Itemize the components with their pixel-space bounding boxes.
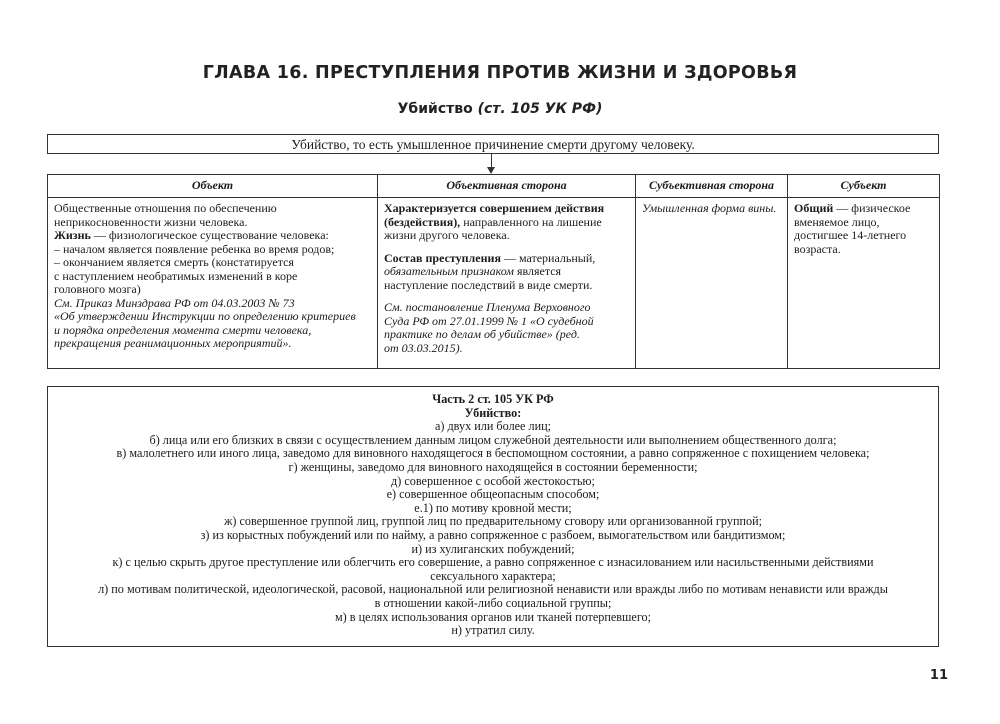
list-item: г) женщины, заведомо для виновного находящейся в состоянии беременности; (288, 459, 698, 474)
header-objective-side: Объективная сторона (378, 175, 636, 198)
elements-table (47, 174, 940, 369)
composition-term: Состав преступления (384, 250, 501, 265)
life-definition: — физиологическое существование человека: (90, 228, 329, 242)
header-subjective-side: Субъективная сторона (636, 175, 788, 198)
object-line (54, 229, 371, 243)
objective-bold: (бездействия), (384, 214, 461, 229)
subject-line: достигшее 14-летнего (794, 228, 907, 242)
table-row (48, 198, 940, 369)
object-reference: «Об утверждении Инструкции по определению критериев (54, 309, 356, 323)
list-item: ж) совершенное группой лиц, группой лиц по предварительному сговору или организованной группой; (223, 514, 763, 529)
list-item: в отношении какой-либо социальной группы; (374, 595, 612, 610)
list-item: к) с целью скрыть другое преступление или облегчить его совершение, а равно сопряженное с изнасилованием или насильственными действиями (112, 555, 874, 570)
definition-box: Убийство, то есть умышленное причинение смерти другому человеку. (47, 134, 939, 154)
list-item: и) из хулиганских побуждений; (411, 541, 575, 556)
subject-line (794, 202, 933, 216)
subtitle-reference: (ст. 105 УК РФ) (477, 101, 603, 117)
header-object: Объект (48, 175, 378, 198)
arrow-down-icon (487, 167, 495, 174)
mandatory-sign: обязательным признаком (384, 264, 514, 278)
object-line: головного мозга) (54, 282, 141, 296)
object-line: неприкосновенности жизни человека. (54, 214, 248, 229)
subject-cell (788, 198, 940, 369)
list-item: а) двух или более лиц; (434, 419, 552, 434)
object-reference: прекращения реанимационных мероприятий». (54, 336, 292, 350)
object-line: – началом является появление ребенка во время родов; (54, 241, 335, 256)
table-header-row (48, 175, 940, 198)
subject-line: вменяемое лицо, (794, 214, 880, 229)
list-item: б) лица или его близких в связи с осуществлением данным лицом служебной деятельности или выполнением общественного долга; (149, 432, 837, 447)
object-cell (48, 198, 378, 369)
part2-subtitle: Убийство: (464, 405, 522, 420)
object-reference: и порядка определения момента смерти человека, (54, 322, 312, 337)
part2-box (47, 386, 939, 647)
object-line: с наступлением необратимых изменений в коре (54, 268, 298, 283)
objective-reference: Суда РФ от 27.01.1999 № 1 «О судебной (384, 313, 594, 328)
subtitle-main: Убийство (397, 101, 473, 117)
objective-line: жизни другого человека. (384, 228, 510, 242)
objective-text: является (513, 264, 562, 278)
objective-reference: См. постановление Пленума Верховного (384, 300, 591, 314)
object-line: – окончанием является смерть (констатируется (54, 255, 294, 269)
list-item: е.1) по мотиву кровной мести; (414, 500, 572, 515)
list-item: в) малолетнего или иного лица, заведомо для виновного находящегося в беспомощном состоянии, а равно сопряженное с похищением человека; (116, 446, 870, 461)
list-item: е) совершенное общеопасным способом; (386, 487, 600, 502)
subject-line: возраста. (794, 241, 841, 256)
objective-line: Характеризуется совершением действия (384, 201, 605, 215)
object-line: Общественные отношения по обеспечению (54, 201, 277, 215)
subject-term: Общий (794, 201, 834, 215)
list-item: л) по мотивам политической, идеологической, расовой, национальной или религиозной ненависти или вражды либо по мотивам ненависти или вражды (98, 582, 888, 597)
chapter-title: ГЛАВА 16. ПРЕСТУПЛЕНИЯ ПРОТИВ ЖИЗНИ И ЗДОРОВЬЯ (202, 63, 798, 83)
life-term: Жизнь (54, 228, 91, 242)
subjective-side-cell (636, 198, 788, 369)
objective-text: направленного на лишение (460, 214, 602, 229)
part2-title: Часть 2 ст. 105 УК РФ (432, 392, 554, 406)
objective-reference: практике по делам об убийстве» (ред. (384, 327, 580, 341)
objective-line: наступление последствий в виде смерти. (384, 277, 593, 292)
list-item: з) из корыстных побуждений или по найму, а равно сопряженное с разбоем, вымогательством или бандитизмом; (200, 527, 786, 542)
header-subject: Субъект (788, 175, 940, 198)
list-item: м) в целях использования органов или тканей потерпевшего; (334, 609, 652, 624)
list-item: д) совершенное с особой жестокостью; (391, 473, 595, 488)
subject-text: — физическое (833, 201, 911, 215)
objective-side-cell (378, 198, 636, 369)
objective-line (384, 265, 629, 279)
objective-reference: от 03.03.2015). (384, 340, 463, 355)
list-item: н) утратил силу. (451, 623, 535, 638)
object-reference: См. Приказ Минздрава РФ от 04.03.2003 № 73 (54, 295, 295, 310)
page-number: 11 (929, 668, 948, 683)
list-item: сексуального характера; (430, 568, 556, 583)
subjective-text: Умышленная форма вины. (642, 201, 777, 215)
section-subtitle (0, 101, 1000, 117)
objective-line (384, 216, 629, 230)
objective-line (384, 252, 629, 266)
composition-text: — материальный, (500, 250, 596, 265)
